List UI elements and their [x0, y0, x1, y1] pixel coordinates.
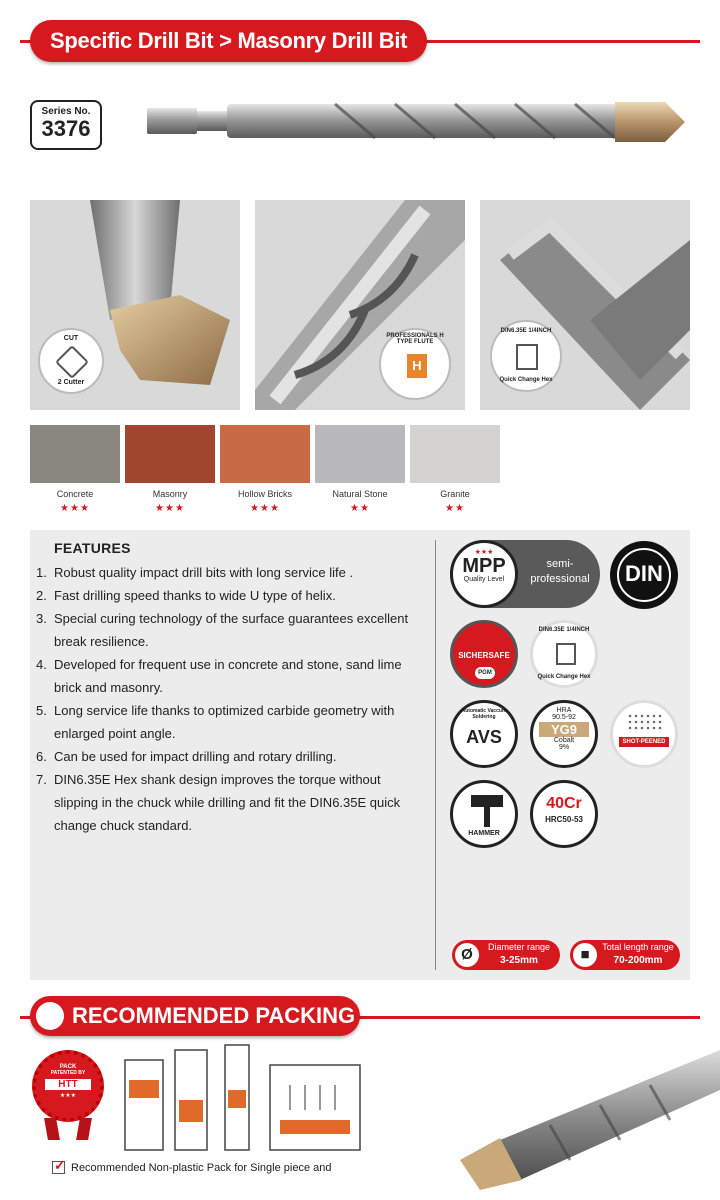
cut-badge-top: CUT	[63, 335, 79, 342]
feature-number: 7.	[36, 772, 47, 787]
steel-grade: 40Cr	[546, 795, 582, 812]
hra-label: HRA	[556, 707, 572, 714]
hex-badge	[490, 320, 562, 392]
seal-brand: HTT	[45, 1079, 91, 1090]
seal-stars: ★★★	[59, 1093, 77, 1099]
feature-number: 1.	[36, 565, 47, 580]
feature-text: Developed for frequent use in concrete and stone, sand lime brick and masonry.	[54, 657, 402, 695]
material-swatch	[125, 425, 215, 483]
yg9-grade: YG9	[539, 722, 589, 737]
feature-text: Robust quality impact drill bits with long service life .	[54, 565, 354, 580]
avs-badge	[450, 700, 518, 768]
material-item	[410, 425, 500, 515]
feature-item	[36, 584, 416, 607]
material-stars: ★★	[350, 503, 370, 514]
series-number: 3376	[41, 116, 91, 141]
mpp-title: MPP	[462, 555, 506, 577]
sichersafe-badge	[450, 620, 518, 688]
hex-icon	[516, 344, 538, 370]
material-swatch	[410, 425, 500, 483]
material-item	[125, 425, 215, 515]
length-label: Total length range	[602, 942, 674, 952]
series-label: Series No.	[41, 106, 91, 117]
features-list	[36, 561, 416, 837]
feature-text: Long service life thanks to optimized carbide geometry with enlarged point angle.	[54, 703, 395, 741]
hra-value: 90.5-92	[552, 714, 576, 721]
cut-badge-bottom: 2 Cutter	[57, 379, 85, 386]
patent-seal	[32, 1050, 104, 1122]
photo-flute	[255, 200, 465, 410]
length-range	[570, 940, 680, 970]
material-stars: ★★★	[60, 503, 90, 514]
feature-number: 3.	[36, 611, 47, 626]
feature-number: 4.	[36, 657, 47, 672]
shot-peened-label: SHOT-PEENED	[619, 737, 669, 747]
avs-ring-text: Automatic Vaccum Soldering	[461, 708, 507, 720]
mpp-grade-2: professional	[530, 573, 590, 585]
material-name: Hollow Bricks	[237, 489, 292, 499]
features-title: FEATURES	[54, 540, 131, 556]
seal-ribbon-right	[76, 1118, 92, 1140]
packing-title-text: RECOMMENDED PACKING	[72, 1003, 356, 1028]
material-stars: ★★★	[250, 503, 280, 514]
material-stars: ★★	[445, 503, 465, 514]
feature-text: Fast drilling speed thanks to wide U type of helix.	[54, 588, 336, 603]
seal-ribbon-left	[44, 1118, 60, 1140]
feature-text: Special curing technology of the surface guarantees excellent break resilience.	[54, 611, 409, 649]
avs-title: AVS	[466, 727, 502, 747]
packing-title	[30, 996, 360, 1036]
material-name: Concrete	[56, 489, 94, 499]
material-name: Granite	[440, 489, 470, 499]
diameter-range	[452, 940, 560, 970]
shot-dots	[627, 713, 663, 733]
material-stars: ★★★	[155, 503, 185, 514]
drill-bit-bottom-image	[460, 1040, 720, 1190]
material-swatch	[315, 425, 405, 483]
feature-text: Can be used for impact drilling and rotary drilling.	[54, 749, 337, 764]
din-badge	[610, 541, 678, 609]
mpp-sub: Quality Level	[463, 576, 505, 583]
cobalt-label: Cobalt	[553, 737, 575, 744]
steel-hrc: HRC50-53	[545, 815, 583, 824]
shot-peened-badge	[610, 700, 678, 768]
hammer-label: HAMMER	[468, 830, 500, 837]
page-title: Specific Drill Bit > Masonry Drill Bit	[30, 20, 427, 62]
quick-hex-bottom: Quick Change Hex	[537, 674, 591, 680]
seal-line-2: PATENTED BY	[50, 1070, 86, 1076]
feature-item	[36, 745, 416, 768]
material-swatch	[30, 425, 120, 483]
features-divider	[435, 540, 436, 970]
packing-dot-icon	[36, 1002, 64, 1030]
photo-tip	[30, 200, 240, 410]
feature-number: 2.	[36, 588, 47, 603]
flute-badge	[379, 328, 451, 400]
recommended-note-text: Recommended Non-plastic Pack for Single piece and	[71, 1161, 332, 1174]
sichersafe-label: SICHERSAFE	[458, 651, 510, 660]
drill-bit-image	[145, 96, 690, 148]
quick-hex-badge	[530, 620, 598, 688]
packing-illustrations	[115, 1040, 365, 1160]
material-item	[30, 425, 120, 515]
diameter-icon: Ø	[455, 943, 479, 967]
flute-badge-text: PROFESSIONALS H TYPE FLUTE	[386, 333, 444, 345]
material-swatch	[220, 425, 310, 483]
material-name: Natural Stone	[332, 489, 388, 499]
material-item	[315, 425, 405, 515]
cobalt-pct: 9%	[558, 744, 570, 751]
cutter-icon	[55, 345, 89, 379]
material-name: Masonry	[152, 489, 188, 499]
flute-h-icon: H	[407, 354, 427, 378]
diameter-value: 3-25mm	[500, 955, 538, 966]
feature-item	[36, 699, 416, 745]
feature-number: 6.	[36, 749, 47, 764]
yg9-badge	[530, 700, 598, 768]
cut-badge	[38, 328, 104, 394]
hex-badge-top: DIN6.35E 1/4INCH	[500, 328, 552, 334]
feature-number: 5.	[36, 703, 47, 718]
check-icon: ✓	[54, 1157, 66, 1173]
hammer-icon	[471, 795, 503, 807]
pgm-label: PGM	[475, 667, 495, 679]
length-value: 70-200mm	[613, 955, 663, 966]
mpp-badge	[450, 540, 600, 608]
feature-text: DIN6.35E Hex shank design improves the torque without slipping in the chuck while drilling and fit the DIN6.35E quick change chuck standard.	[54, 772, 401, 833]
feature-item	[36, 607, 416, 653]
quick-hex-top: DIN6.35E 1/4INCH	[538, 627, 590, 633]
hex-badge-bottom: Quick Change Hex	[499, 377, 553, 383]
quick-hex-icon	[556, 643, 576, 665]
hammer-badge	[450, 780, 518, 848]
series-badge	[30, 100, 102, 150]
mpp-grade-1: semi-	[546, 558, 574, 570]
din-label: DIN	[625, 561, 663, 586]
mpp-stars: ★★★	[474, 549, 494, 556]
length-icon: ■	[573, 943, 597, 967]
recommended-note	[52, 1157, 332, 1174]
diameter-label: Diameter range	[487, 942, 551, 952]
seal-line-1: PACK	[59, 1064, 77, 1070]
material-item	[220, 425, 310, 515]
feature-item	[36, 768, 416, 837]
feature-item	[36, 561, 416, 584]
steel-badge	[530, 780, 598, 848]
photo-hex	[480, 200, 690, 410]
feature-item	[36, 653, 416, 699]
